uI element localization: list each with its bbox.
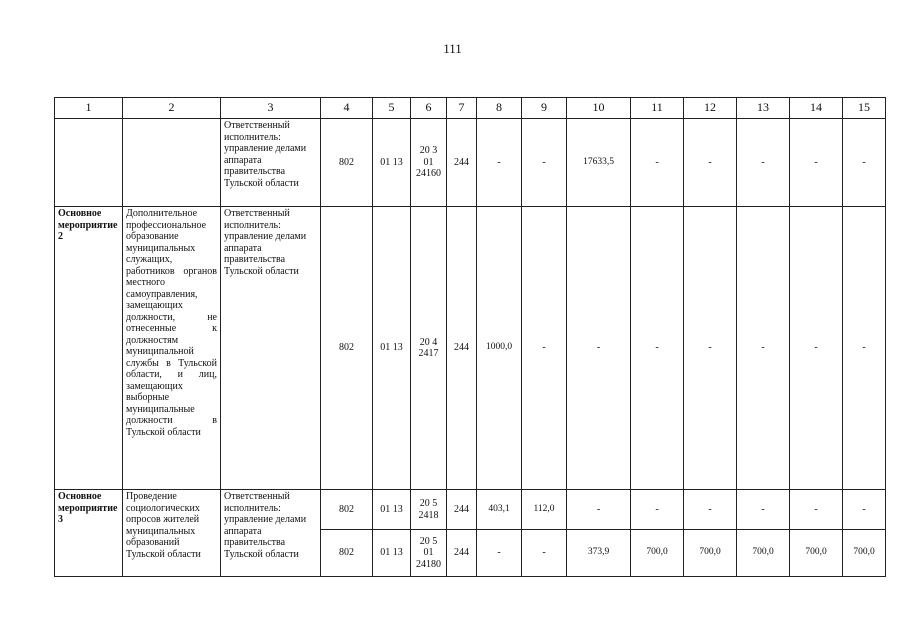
col-header-11: 11	[631, 98, 684, 119]
cell-col8: -	[477, 530, 522, 577]
cell-col4: 802	[321, 530, 373, 577]
description-cell: Дополнительное профессиональное образование муниципальных служащих, работников органов местного самоуправления, замещающих должности, не отнесенные к должностям муниципальной службы в Тульской области, и лиц, замещающих выборные муниципальные должности в Тульской области	[123, 207, 221, 490]
col-header-5: 5	[373, 98, 411, 119]
cell-col8: 1000,0	[477, 207, 522, 490]
executor-cell: Ответственный исполнитель: управление делами аппарата правительства Тульской области	[221, 207, 321, 490]
measure-cell: Основное мероприятие 2	[55, 207, 123, 490]
col-header-6: 6	[411, 98, 447, 119]
table-row	[55, 207, 886, 490]
cell-col12: 700,0	[684, 530, 737, 577]
cell-col14: -	[790, 490, 843, 530]
cell-col4: 802	[321, 207, 373, 490]
cell-col9: -	[522, 207, 567, 490]
measure-cell: Основное мероприятие 3	[55, 490, 123, 577]
cell-col14: 700,0	[790, 530, 843, 577]
cell-col4: 802	[321, 490, 373, 530]
header-row	[55, 98, 886, 119]
cell-col11: -	[631, 207, 684, 490]
col-header-7: 7	[447, 98, 477, 119]
cell-col7: 244	[447, 530, 477, 577]
cell-col8: -	[477, 119, 522, 207]
cell-col9: -	[522, 119, 567, 207]
table-row	[55, 490, 886, 530]
cell-col6: 20 4 2417	[411, 207, 447, 490]
col-header-2: 2	[123, 98, 221, 119]
col-header-8: 8	[477, 98, 522, 119]
col-header-13: 13	[737, 98, 790, 119]
col-header-14: 14	[790, 98, 843, 119]
cell-col10: 373,9	[567, 530, 631, 577]
cell-col9: -	[522, 530, 567, 577]
col-header-15: 15	[843, 98, 886, 119]
col-header-9: 9	[522, 98, 567, 119]
col-header-12: 12	[684, 98, 737, 119]
cell-col11: -	[631, 490, 684, 530]
measure-cell	[55, 119, 123, 207]
cell-col8: 403,1	[477, 490, 522, 530]
cell-col13: 700,0	[737, 530, 790, 577]
col-header-1: 1	[55, 98, 123, 119]
page-number: 111	[443, 41, 462, 56]
cell-col5: 01 13	[373, 207, 411, 490]
cell-col7: 244	[447, 207, 477, 490]
cell-col13: -	[737, 207, 790, 490]
cell-col10: -	[567, 490, 631, 530]
executor-cell: Ответственный исполнитель: управление делами аппарата правительства Тульской области	[221, 119, 321, 207]
cell-col6: 20 5 01 24180	[411, 530, 447, 577]
cell-col5: 01 13	[373, 530, 411, 577]
col-header-4: 4	[321, 98, 373, 119]
cell-col14: -	[790, 207, 843, 490]
cell-col12: -	[684, 207, 737, 490]
cell-col15: -	[843, 119, 886, 207]
cell-col15: -	[843, 490, 886, 530]
cell-col6: 20 3 01 24160	[411, 119, 447, 207]
budget-table	[54, 97, 886, 577]
col-header-10: 10	[567, 98, 631, 119]
cell-col5: 01 13	[373, 119, 411, 207]
cell-col9: 112,0	[522, 490, 567, 530]
cell-col7: 244	[447, 119, 477, 207]
col-header-3: 3	[221, 98, 321, 119]
cell-col5: 01 13	[373, 490, 411, 530]
cell-col10: 17633,5	[567, 119, 631, 207]
cell-col15: 700,0	[843, 530, 886, 577]
cell-col12: -	[684, 119, 737, 207]
cell-col7: 244	[447, 490, 477, 530]
cell-col6: 20 5 2418	[411, 490, 447, 530]
executor-cell: Ответственный исполнитель: управление делами аппарата правительства Тульской области	[221, 490, 321, 577]
cell-col14: -	[790, 119, 843, 207]
cell-col11: -	[631, 119, 684, 207]
cell-col15: -	[843, 207, 886, 490]
cell-col13: -	[737, 490, 790, 530]
description-cell: Проведение социологических опросов жителей муниципальных образований Тульской области	[123, 490, 221, 577]
cell-col4: 802	[321, 119, 373, 207]
cell-col12: -	[684, 490, 737, 530]
cell-col10: -	[567, 207, 631, 490]
table-row	[55, 119, 886, 207]
cell-col13: -	[737, 119, 790, 207]
cell-col11: 700,0	[631, 530, 684, 577]
description-cell	[123, 119, 221, 207]
